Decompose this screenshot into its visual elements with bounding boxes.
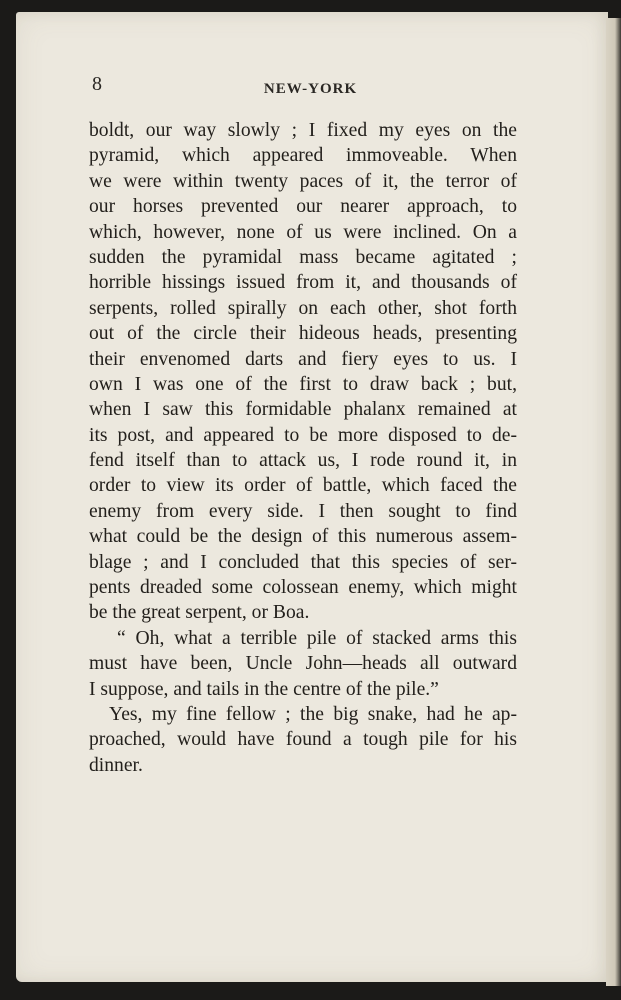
text-line: our horses prevented our nearer approach, to	[89, 196, 517, 218]
text-line: Yes, my fine fellow ; the big snake, had he ap-	[109, 703, 517, 725]
text-line: be the great serpent, or Boa.	[89, 602, 310, 624]
text-line: “ Oh, what a terrible pile of stacked arms this	[117, 627, 517, 649]
body-text	[89, 118, 517, 778]
text-line: serpents, rolled spirally on each other, shot forth	[89, 297, 517, 319]
text-line: fend itself than to attack us, I rode round it, in	[89, 450, 517, 472]
text-line: its post, and appeared to be more disposed to de-	[89, 424, 517, 446]
text-line: horrible hissings issued from it, and thousands of	[89, 272, 517, 294]
text-line: must have been, Uncle John—heads all outward	[89, 653, 517, 675]
page-number: 8	[92, 73, 102, 95]
text-line: their envenomed darts and fiery eyes to us. I	[89, 348, 517, 370]
text-line: blage ; and I concluded that this species of ser-	[89, 551, 517, 573]
text-line: I suppose, and tails in the centre of the pile.”	[89, 678, 439, 700]
text-line: which, however, none of us were inclined. On a	[89, 221, 517, 243]
text-line: when I saw this formidable phalanx remained at	[89, 399, 517, 421]
text-line: own I was one of the first to draw back ; but,	[89, 373, 517, 395]
text-line: we were within twenty paces of it, the terror of	[89, 170, 517, 192]
text-line: order to view its order of battle, which faced the	[89, 475, 517, 497]
text-line: out of the circle their hideous heads, presenting	[89, 323, 517, 345]
text-line: enemy from every side. I then sought to find	[89, 500, 517, 522]
adjacent-page-edge	[606, 18, 621, 986]
text-line: proached, would have found a tough pile for his	[89, 729, 517, 751]
text-line: boldt, our way slowly ; I fixed my eyes on the	[89, 120, 517, 141]
text-line: pents dreaded some colossean enemy, which might	[89, 577, 517, 599]
text-line: dinner.	[89, 754, 143, 776]
text-line: pyramid, which appeared immoveable. When	[89, 145, 517, 167]
text-line: sudden the pyramidal mass became agitated ;	[89, 246, 517, 268]
running-head: NEW-YORK	[263, 81, 358, 97]
text-line: what could be the design of this numerous assem-	[89, 526, 517, 548]
